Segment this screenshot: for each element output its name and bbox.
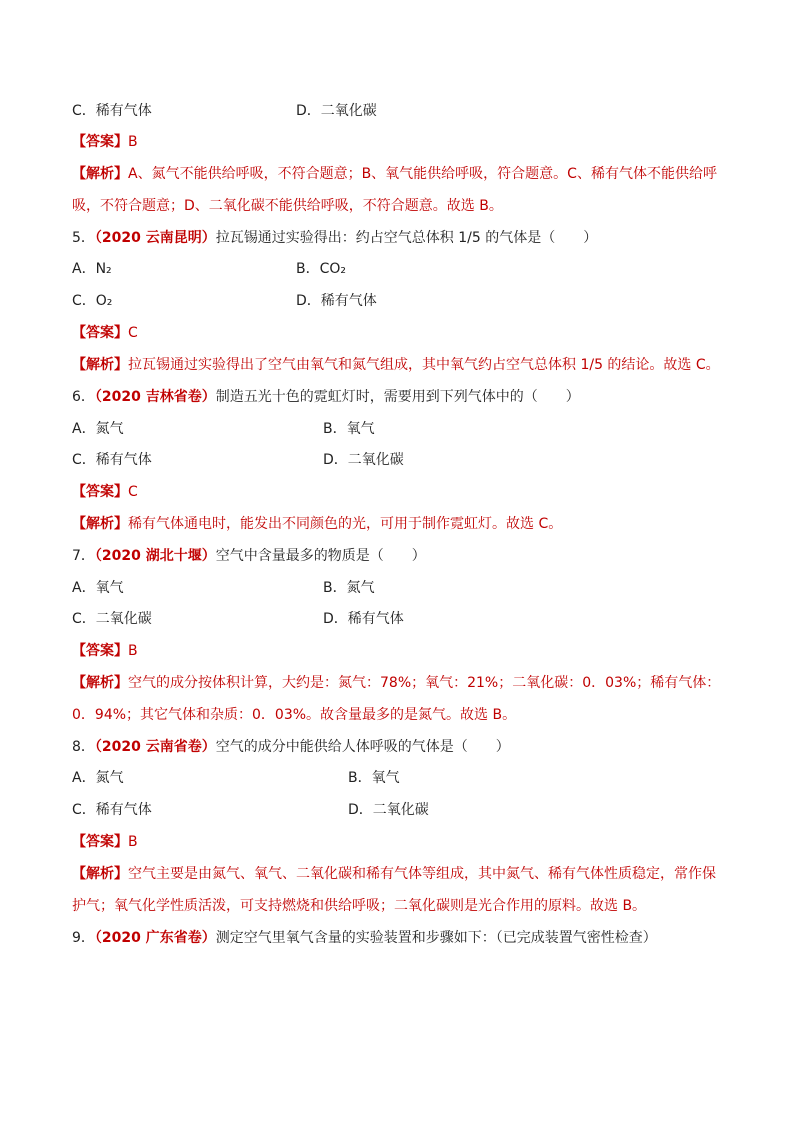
q6-option-b: B．氧气 (323, 421, 375, 437)
analysis-text: A、氮气不能供给呼吸，不符合题意；B、氧气能供给呼吸，符合题意。C、稀有气体不能供给呼 (128, 166, 717, 182)
q7-answer (72, 641, 138, 661)
q5-analysis-line-1 (72, 355, 720, 375)
q8-option-a: A．氮气 (72, 770, 124, 786)
analysis-text: 空气的成分按体积计算，大约是：氮气：78%；氧气：21%；二氧化碳：0．03%；稀有气体： (128, 675, 721, 691)
question-text: 制造五光十色的霓虹灯时，需要用到下列气体中的（ ） (215, 389, 580, 405)
q8-option-d: D．二氧化碳 (348, 802, 429, 818)
analysis-tag: 【解析】 (72, 166, 128, 182)
q7-stem (72, 546, 426, 566)
q7-option-b: B．氮气 (323, 580, 375, 596)
question-text: 测定空气里氧气含量的实验装置和步骤如下：（已完成装置气密性检查） (215, 930, 657, 946)
q8-stem (72, 737, 510, 757)
q5-option-c: C．O₂ (72, 293, 113, 309)
q5-option-d: D．稀有气体 (296, 293, 377, 309)
analysis-tag: 【解析】 (72, 866, 128, 882)
q7-analysis-line-1 (72, 673, 720, 693)
q7-analysis-line-2: 0．94%；其它气体和杂质：0．03%。故含量最多的是氮气。故选 B。 (72, 707, 517, 723)
analysis-tag: 【解析】 (72, 675, 128, 691)
q4-option-d: D．二氧化碳 (296, 103, 377, 119)
q6-answer (72, 482, 138, 502)
analysis-text: 稀有气体通电时，能发出不同颜色的光，可用于制作霓虹灯。故选 C。 (128, 516, 563, 532)
q6-analysis-line-1 (72, 514, 562, 534)
q6-stem (72, 387, 580, 407)
q8-option-c: C．稀有气体 (72, 802, 152, 818)
question-source: （2020 广东省卷） (94, 930, 216, 946)
question-source: （2020 湖北十堰） (94, 548, 216, 564)
q8-analysis-line-2: 护气；氧气化学性质活泼，可支持燃烧和供给呼吸；二氧化碳则是光合作用的原料。故选 B。 (72, 898, 647, 914)
answer-value: B (128, 643, 138, 659)
q4-option-c: C．稀有气体 (72, 103, 152, 119)
q4-analysis-line-2: 吸，不符合题意；D、二氧化碳不能供给呼吸，不符合题意。故选 B。 (72, 198, 503, 214)
question-source: （2020 吉林省卷） (94, 389, 216, 405)
q9-stem (72, 928, 657, 948)
q5-option-b: B．CO₂ (296, 261, 347, 277)
analysis-tag: 【解析】 (72, 357, 128, 373)
q5-option-a: A．N₂ (72, 261, 112, 277)
q7-option-d: D．稀有气体 (323, 611, 404, 627)
answer-value: B (128, 834, 138, 850)
question-text: 空气的成分中能供给人体呼吸的气体是（ ） (215, 739, 510, 755)
answer-tag: 【答案】 (72, 325, 128, 341)
question-number: 6． (72, 389, 95, 405)
answer-value: C (128, 325, 138, 341)
q6-option-d: D．二氧化碳 (323, 452, 404, 468)
q8-option-b: B．氧气 (348, 770, 400, 786)
q4-answer (72, 132, 138, 152)
question-source: （2020 云南昆明） (94, 230, 216, 246)
analysis-text: 拉瓦锡通过实验得出了空气由氧气和氮气组成，其中氧气约占空气总体积 1/5 的结论。故选 C。 (128, 357, 720, 373)
question-number: 9． (72, 930, 95, 946)
q8-analysis-line-1 (72, 864, 716, 884)
answer-value: C (128, 484, 138, 500)
q5-answer (72, 323, 138, 343)
q6-option-a: A．氮气 (72, 421, 124, 437)
answer-tag: 【答案】 (72, 834, 128, 850)
question-source: （2020 云南省卷） (94, 739, 216, 755)
q8-answer (72, 832, 138, 852)
answer-value: B (128, 134, 138, 150)
question-text: 空气中含量最多的物质是（ ） (215, 548, 426, 564)
question-number: 7． (72, 548, 95, 564)
answer-tag: 【答案】 (72, 134, 128, 150)
answer-tag: 【答案】 (72, 643, 128, 659)
analysis-text: 空气主要是由氮气、氧气、二氧化碳和稀有气体等组成，其中氮气、稀有气体性质稳定，常作保 (128, 866, 716, 882)
q4-analysis-line-1 (72, 164, 717, 184)
q5-stem (72, 228, 597, 248)
analysis-tag: 【解析】 (72, 516, 128, 532)
question-number: 5． (72, 230, 95, 246)
question-text: 拉瓦锡通过实验得出：约占空气总体积 1/5 的气体是（ ） (215, 230, 598, 246)
question-number: 8． (72, 739, 95, 755)
q7-option-c: C．二氧化碳 (72, 611, 152, 627)
q6-option-c: C．稀有气体 (72, 452, 152, 468)
answer-tag: 【答案】 (72, 484, 128, 500)
q7-option-a: A．氧气 (72, 580, 124, 596)
